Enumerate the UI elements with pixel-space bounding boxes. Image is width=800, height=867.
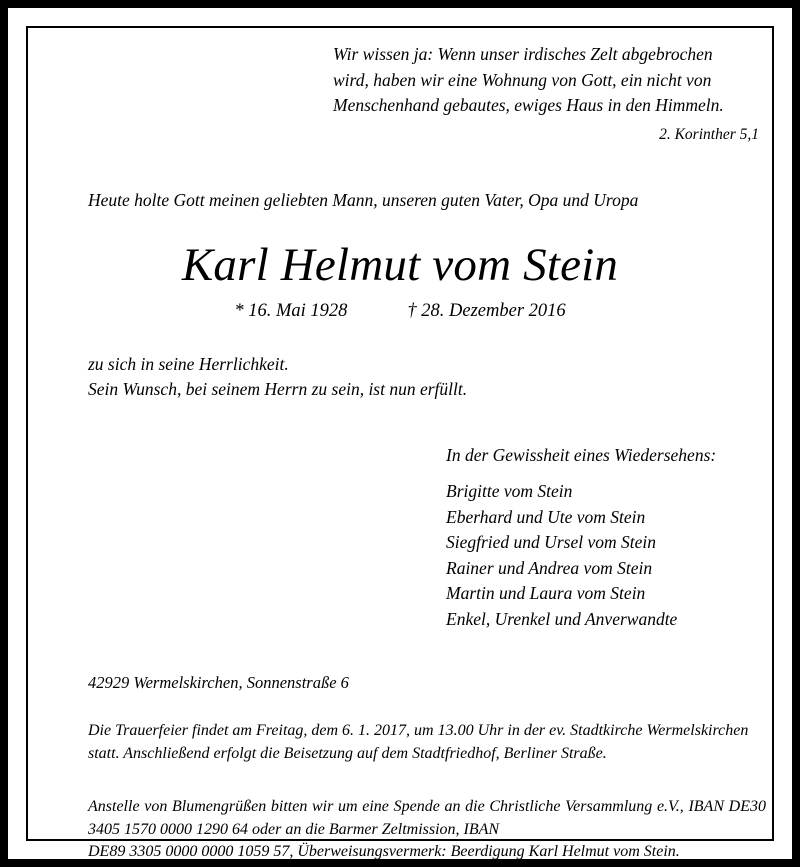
scripture-verse-line-1: Wir wissen ja: Wenn unser irdisches Zelt abgebrochen [333, 44, 713, 64]
mourner-item: Brigitte vom Stein [446, 481, 573, 501]
continuation-line-2: Sein Wunsch, bei seinem Herrn zu sein, ist nun erfüllt. [88, 379, 468, 399]
deceased-name: Karl Helmut vom Stein [181, 239, 619, 291]
continuation-block [88, 352, 688, 402]
life-dates [28, 298, 772, 324]
scripture-reference: 2. Korinther 5,1 [659, 125, 759, 143]
intro-text: Heute holte Gott meinen geliebten Mann, unseren guten Vater, Opa und Uropa [88, 190, 639, 210]
scripture-verse-line-3: Menschenhand gebautes, ewiges Haus in den Himmeln. [333, 95, 724, 115]
mourner-item: Martin und Laura vom Stein [446, 583, 646, 603]
donation-request-block [88, 796, 766, 864]
donation-request-text-last-line: DE89 3305 0000 0000 1059 57, Überweisungsvermerk: Beerdigung Karl Helmut vom Stein. [88, 843, 680, 860]
scripture-verse-block [333, 42, 763, 146]
notice-content [28, 28, 772, 860]
donation-request-text: Anstelle von Blumengrüßen bitten wir um eine Spende an die Christliche Versammlung e.V., IBAN DE30 3405 1570 0000 1290 64 oder an die Barmer Zeltmission, IBAN [88, 798, 766, 838]
mourner-item: Eberhard und Ute vom Stein [446, 506, 646, 527]
address-line: 42929 Wermelskirchen, Sonnenstraße 6 [88, 673, 349, 692]
scripture-verse-line-2: wird, haben wir eine Wohnung von Gott, ein nicht von [333, 69, 712, 90]
notice-outer-frame [8, 8, 792, 859]
mourner-item: Rainer und Andrea vom Stein [446, 557, 653, 578]
mourner-item: Enkel, Urenkel und Anverwandte [446, 608, 678, 629]
notice-inner-frame [26, 26, 774, 860]
continuation-line-1: zu sich in seine Herrlichkeit. [88, 354, 289, 374]
birth-date: * 16. Mai 1928 [234, 301, 348, 321]
mourner-item: Siegfried und Ursel vom Stein [446, 532, 656, 552]
mourners-heading: In der Gewissheit eines Wiedersehens: [446, 445, 717, 465]
service-details-text: Die Trauerfeier findet am Freitag, dem 6. 1. 2017, um 13.00 Uhr in der ev. Stadtkirche Wermelskirchen statt. Anschließend erfolgt die Beisetzung auf dem Stadtfriedhof, Berliner Straße. [88, 722, 749, 762]
death-date: † 28. Dezember 2016 [407, 301, 566, 321]
mourners-block [446, 443, 786, 632]
